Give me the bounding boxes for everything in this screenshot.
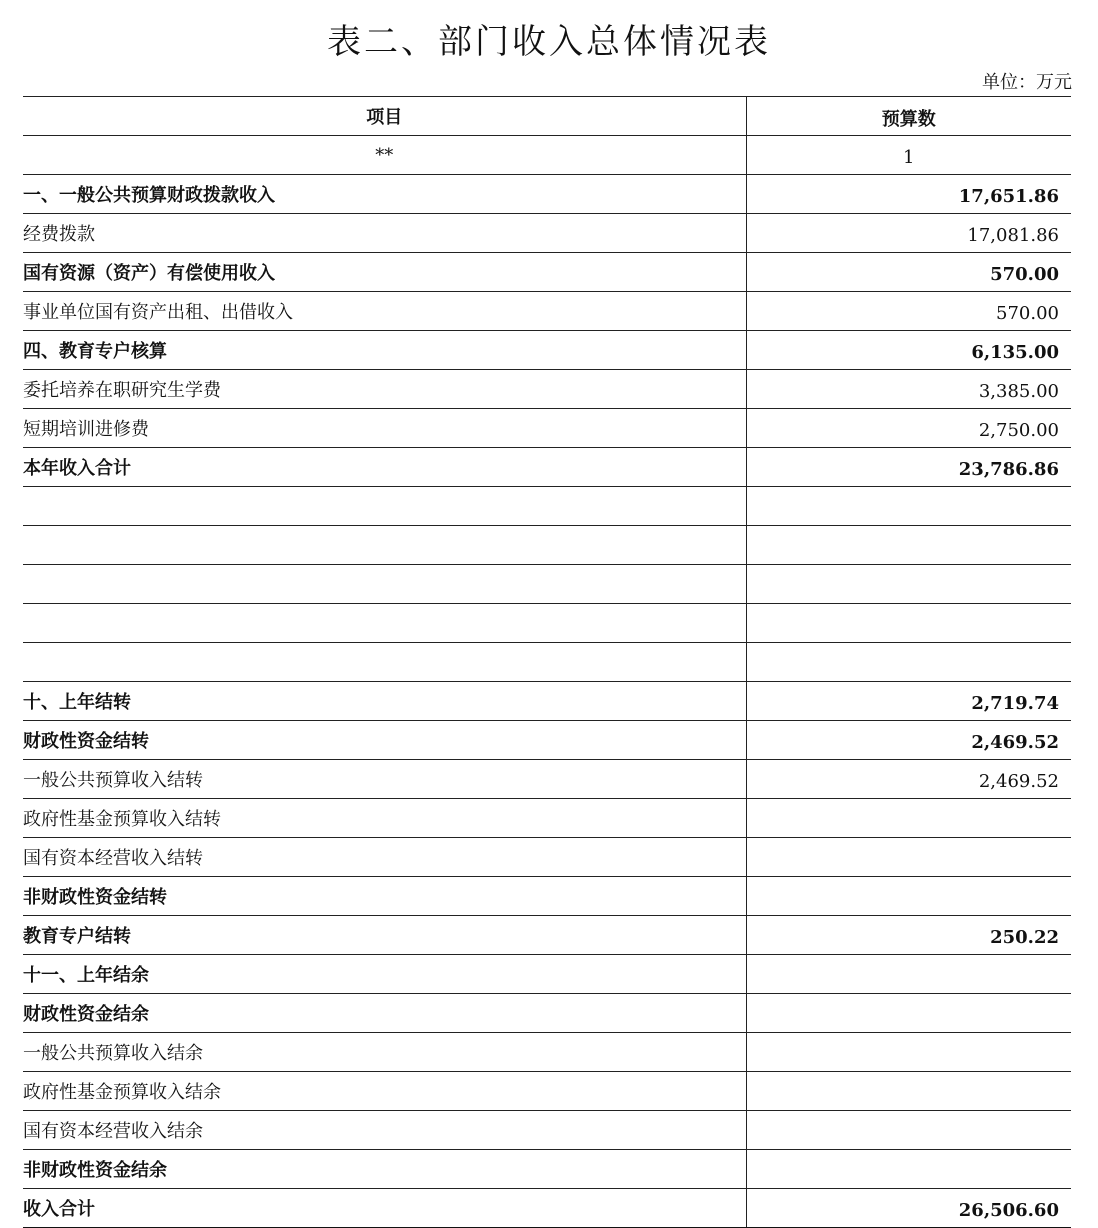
row-label [23, 565, 746, 604]
row-amount: 570.00 [746, 292, 1071, 331]
table-row [23, 799, 1071, 838]
table-row [23, 643, 1071, 682]
row-amount [746, 799, 1071, 838]
row-amount [746, 643, 1071, 682]
row-label: 一、一般公共预算财政拨款收入 [23, 175, 746, 214]
row-amount: 17,081.86 [746, 214, 1071, 253]
row-label: 国有资本经营收入结余 [23, 1111, 746, 1150]
table-row [23, 292, 1071, 331]
index-item: ** [23, 136, 746, 175]
table-row [23, 331, 1071, 370]
row-label: 政府性基金预算收入结余 [23, 1072, 746, 1111]
table-row [23, 253, 1071, 292]
row-amount: 250.22 [746, 916, 1071, 955]
table-row [23, 1189, 1071, 1228]
row-amount: 3,385.00 [746, 370, 1071, 409]
row-amount [746, 1033, 1071, 1072]
unit-label: 单位：万元 [982, 72, 1072, 93]
row-label: 十、上年结转 [23, 682, 746, 721]
row-label: 一般公共预算收入结转 [23, 760, 746, 799]
row-amount: 17,651.86 [746, 175, 1071, 214]
table-row [23, 721, 1071, 760]
row-amount [746, 877, 1071, 916]
row-label [23, 643, 746, 682]
row-label [23, 487, 746, 526]
table-row [23, 682, 1071, 721]
row-amount: 2,750.00 [746, 409, 1071, 448]
row-amount: 23,786.86 [746, 448, 1071, 487]
row-label: 财政性资金结余 [23, 994, 746, 1033]
row-label: 国有资源（资产）有偿使用收入 [23, 253, 746, 292]
row-label: 四、教育专户核算 [23, 331, 746, 370]
row-amount: 2,469.52 [746, 721, 1071, 760]
row-label: 十一、上年结余 [23, 955, 746, 994]
row-label: 财政性资金结转 [23, 721, 746, 760]
table-row [23, 1033, 1071, 1072]
row-amount [746, 604, 1071, 643]
row-amount: 2,469.52 [746, 760, 1071, 799]
row-label [23, 604, 746, 643]
table-row [23, 1150, 1071, 1189]
row-label: 非财政性资金结余 [23, 1150, 746, 1189]
table-row [23, 604, 1071, 643]
row-label: 非财政性资金结转 [23, 877, 746, 916]
row-amount [746, 565, 1071, 604]
table-row [23, 838, 1071, 877]
table-row [23, 955, 1071, 994]
row-amount [746, 838, 1071, 877]
row-label [23, 526, 746, 565]
row-amount: 570.00 [746, 253, 1071, 292]
table-row [23, 409, 1071, 448]
table-row [23, 175, 1071, 214]
column-header-item: 项目 [23, 97, 746, 136]
row-amount [746, 994, 1071, 1033]
table-row [23, 916, 1071, 955]
row-label: 一般公共预算收入结余 [23, 1033, 746, 1072]
table-row [23, 1111, 1071, 1150]
row-amount: 26,506.60 [746, 1189, 1071, 1228]
table-index-row [23, 136, 1071, 175]
table-header-row [23, 97, 1071, 136]
row-label: 委托培养在职研究生学费 [23, 370, 746, 409]
row-label: 本年收入合计 [23, 448, 746, 487]
row-amount [746, 955, 1071, 994]
income-summary-table [23, 96, 1071, 1228]
table-row [23, 1072, 1071, 1111]
table-body [23, 97, 1071, 1228]
table-row [23, 448, 1071, 487]
page-title: 表二、部门收入总体情况表 [327, 22, 771, 62]
table-row [23, 487, 1071, 526]
row-amount [746, 1072, 1071, 1111]
table-row [23, 565, 1071, 604]
row-amount: 6,135.00 [746, 331, 1071, 370]
row-amount [746, 526, 1071, 565]
row-label: 收入合计 [23, 1189, 746, 1228]
row-label: 短期培训进修费 [23, 409, 746, 448]
row-label: 政府性基金预算收入结转 [23, 799, 746, 838]
row-label: 事业单位国有资产出租、出借收入 [23, 292, 746, 331]
table-row [23, 877, 1071, 916]
table-row [23, 214, 1071, 253]
table-row [23, 370, 1071, 409]
row-label: 国有资本经营收入结转 [23, 838, 746, 877]
row-amount [746, 487, 1071, 526]
table-row [23, 994, 1071, 1033]
row-label: 教育专户结转 [23, 916, 746, 955]
row-label: 经费拨款 [23, 214, 746, 253]
table-row [23, 760, 1071, 799]
column-header-amount: 预算数 [746, 97, 1071, 136]
row-amount [746, 1111, 1071, 1150]
row-amount [746, 1150, 1071, 1189]
table-row [23, 526, 1071, 565]
row-amount: 2,719.74 [746, 682, 1071, 721]
index-amount: 1 [746, 136, 1071, 175]
